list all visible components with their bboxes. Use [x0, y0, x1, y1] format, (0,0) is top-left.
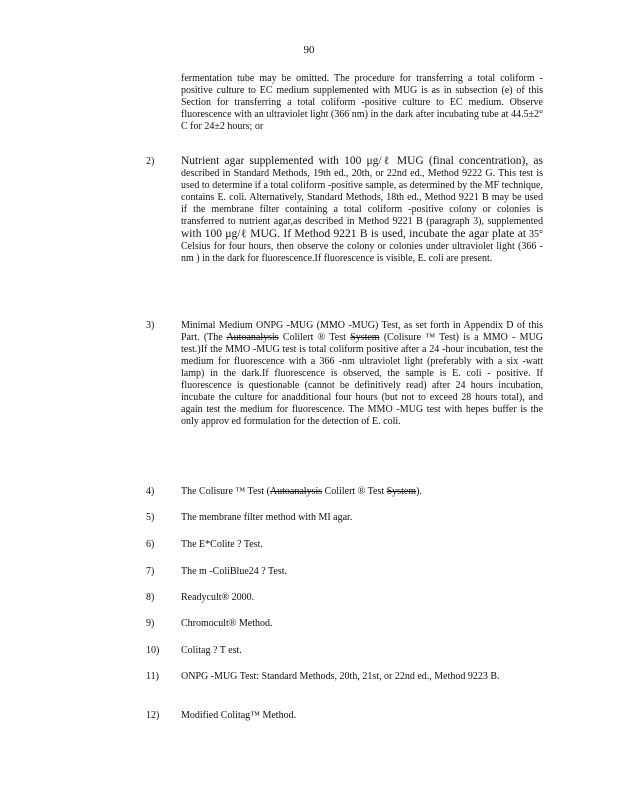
item-3-paragraph [181, 320, 543, 428]
item-3-text-c: (Colisure ™ Test) is a MMO - MUG test.)If the MMO -MUG test is total coliform positive after a 24 -hour incubation, test the medium for fluorescence with a 366 -nm ultraviolet light (preferably with a six -watt lamp) in the dark.If fluorescence is observed, the sample is E. coli - positive. If fluorescence is questionable (cannot be definitively read) after 24 hours incubation, incubate the culture for anadditional four hours (but not to exceed 28 hours total), and again test the medium for fluorescence. The MMO -MUG test with hepes buffer is the only approv ed formulation for the detection of E. coli. [181, 332, 544, 427]
item-3-text-a: Minimal Medium ONPG -MUG (MMO -MUG) Test, as set forth in Appendix D of this Part. (The [181, 320, 543, 343]
item-number: 9) [146, 618, 155, 629]
item-4-text-a: The Colisure ™ Test ( [181, 486, 270, 497]
item-6-text: The E*Colite ? Test. [181, 539, 263, 550]
item-4-paragraph [181, 486, 543, 498]
item-number: 5) [146, 512, 155, 523]
item-2-lead: Nutrient agar supplemented with 100 μg/ℓ MUG (final concentration), as [181, 155, 543, 167]
item-10-text: Colitag ? T est. [181, 645, 242, 656]
item-9-text: Chromocult® Method. [181, 618, 273, 629]
item-3-strike-autoanalysis: Autoanalysis [226, 332, 279, 343]
item-number: 7) [146, 566, 155, 577]
item-12-text: Modified Colitag™ Method. [181, 710, 297, 721]
item-number: 12) [146, 710, 160, 721]
page-number: 90 [303, 44, 315, 56]
item-4-text-b: Colilert ® Test [322, 486, 387, 497]
item-number: 6) [146, 539, 155, 550]
item-8-text: Readycult® 2000. [181, 592, 255, 603]
item-number: 3) [146, 320, 155, 331]
item-number: 10) [146, 645, 160, 656]
item-11-text: ONPG -MUG Test: Standard Methods, 20th, 21st, or 22nd ed., Method 9223 B. [181, 671, 500, 682]
item-4-text-c: ). [416, 486, 422, 497]
item-5-text: The membrane filter method with MI agar. [181, 512, 353, 523]
item-3-strike-system: System [350, 332, 380, 343]
item-number: 2) [146, 156, 155, 167]
item-4-strike-autoanalysis: Autoanalysis [269, 486, 323, 497]
item-2-lead2: with 100 μg/ℓ MUG. If Method 9221 B is used, incubate the agar plate at [181, 228, 527, 240]
item-2-body: described in Standard Methods, 19th ed., 20th, or 22nd ed., Method 9222 G. This test is used to determine if a total coliform -positive sample, as determined by the MF technique, contains E. coli. Alternatively, Standard Methods, 18th ed., Method 9221 B may be used if the membrane filter containing a total coliform -positive colony or colonies is transferred to nutrient agar,as described in Method 9221 B (paragraph 3), supplemented [181, 168, 543, 227]
item-7-text: The m -ColiBlue24 ? Test. [181, 566, 288, 577]
item-2-paragraph [181, 155, 543, 265]
item-number: 8) [146, 592, 155, 603]
item-4-strike-system: System [386, 486, 417, 497]
intro-paragraph: fermentation tube may be omitted. The procedure for transferring a total coliform -positive culture to EC medium supplemented with MUG is as in subsection (e) of this Section for transferring a total coliform -positive culture to EC medium. Observe fluorescence with an ultraviolet light (366 nm) in the dark after incubating tube at 44.5±2° C for 24±2 hours; or [181, 73, 543, 132]
item-2-tail: 35° Celsius for four hours, then observe the colony or colonies under ultraviolet light (366 -nm ) in the dark for fluorescence.If fluorescence is visible, E. coli are present. [181, 229, 543, 264]
item-number: 11) [146, 671, 159, 682]
item-number: 4) [146, 486, 155, 497]
item-3-text-b: Colilert ® Test [282, 332, 346, 343]
